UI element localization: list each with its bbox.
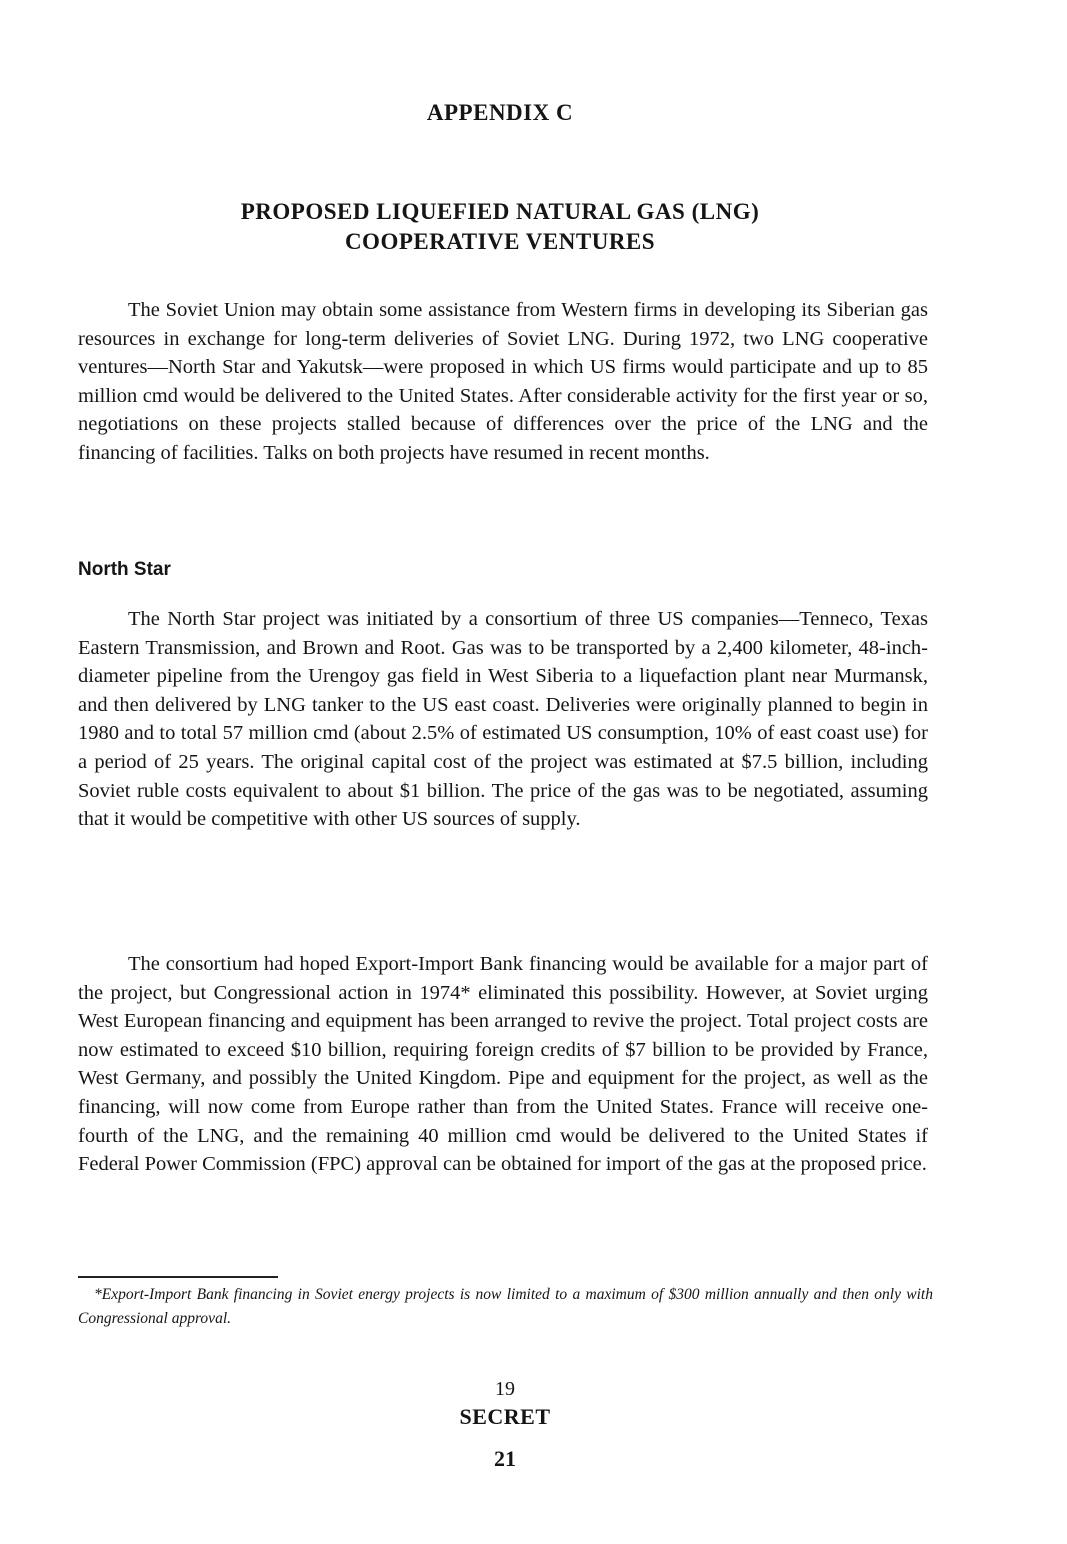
title-line-2: COOPERATIVE VENTURES	[344, 229, 656, 254]
section-heading-north-star: North Star	[78, 559, 171, 580]
appendix-label: APPENDIX C	[426, 100, 574, 125]
intro-paragraph: The Soviet Union may obtain some assistance from Western firms in developing its Siberian gas resources in exchange for long-term deliveries of Soviet LNG. During 1972, two LNG cooperative ventures—North Star and Yakutsk—were proposed in which US firms would participate and up to 85 million cmd would be delivered to the United States. After considerable activity for the first year or so, negotiations on these projects stalled because of differences over the price of the LNG and the financing of facilities. Talks on both projects have resumed in recent months.	[78, 299, 928, 464]
footnote-divider	[78, 1276, 278, 1278]
footnote: *Export-Import Bank financing in Soviet energy projects is now limited to a maximum of $300 million annually and then only with Congressional approval.	[78, 1286, 933, 1327]
page-title	[0, 197, 1000, 257]
page-number: 19	[495, 1378, 515, 1400]
classification-marking: SECRET	[459, 1404, 551, 1429]
sheet-number: 21	[494, 1446, 516, 1471]
north-star-paragraph-2: The consortium had hoped Export-Import Bank financing would be available for a major part of the project, but Congressional action in 1974* eliminated this possibility. However, at Soviet urging West European financing and equipment has been arranged to revive the project. Total project costs are now estimated to exceed $10 billion, requiring foreign credits of $7 billion to be provided by France, West Germany, and possibly the United Kingdom. Pipe and equipment for the project, as well as the financing, will now come from Europe rather than from the United States. France will receive one-fourth of the LNG, and the remaining 40 million cmd would be delivered to the United States if Federal Power Commission (FPC) approval can be obtained for import of the gas at the proposed price.	[78, 953, 928, 1176]
north-star-paragraph-1: The North Star project was initiated by a consortium of three US companies—Tenneco, Texas Eastern Transmission, and Brown and Root. Gas was to be transported by a 2,400 kilometer, 48-inch-diameter pipeline from the Urengoy gas field in West Siberia to a liquefaction plant near Murmansk, and then delivered by LNG tanker to the US east coast. Deliveries were originally planned to begin in 1980 and to total 57 million cmd (about 2.5% of estimated US consumption, 10% of east coast use) for a period of 25 years. The original capital cost of the project was estimated at $7.5 billion, including Soviet ruble costs equivalent to about $1 billion. The price of the gas was to be negotiated, assuming that it would be competitive with other US sources of supply.	[78, 608, 928, 831]
title-line-1: PROPOSED LIQUEFIED NATURAL GAS (LNG)	[240, 199, 760, 224]
